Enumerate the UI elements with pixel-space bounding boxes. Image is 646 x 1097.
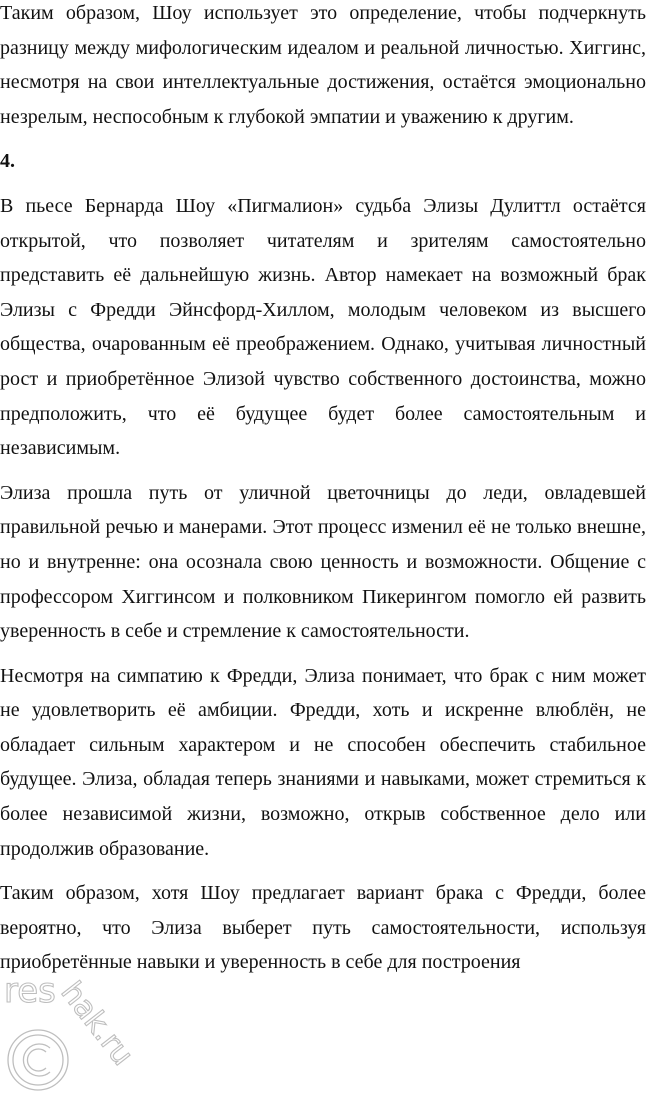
paragraph-intro: Таким образом, Шоу использует это определение, чтобы подчеркнуть разницу между мифологическим идеалом и реальной личностью. Хиггинс, несмотря на свои интеллектуальные достижения, остаётся эмоционально незрелым, неспособным к глубокой эмпатии и уважению к другим. — [0, 2, 646, 128]
paragraph-4: Таким образом, хотя Шоу предлагает вариант брака с Фредди, более вероятно, что Элиза выберет путь самостоятельности, используя приобретённые навыки и уверенность в себе для построения — [0, 882, 646, 974]
section-heading: 4. — [0, 150, 15, 173]
paragraph-3: Несмотря на симпатию к Фредди, Элиза понимает, что брак с ним может не удовлетворить её амбиции. Фредди, хоть и искренне влюблён, не обладает сильным характером и не способен обеспечить стабильное будущее. Элиза, обладая теперь знаниями и навыками, может стремиться к более независимой жизни, возможно, открыв собственное дело или продолжив образование. — [0, 664, 646, 860]
paragraph-1: В пьесе Бернарда Шоу «Пигмалион» судьба Элизы Дулиттл остаётся открытой, что позволяет читателям и зрителям самостоятельно представить её дальнейшую жизнь. Автор намекает на возможный брак Элизы с Фредди Эйнсфорд-Хиллом, молодым человеком из высшего общества, очарованным её преображением. Однако, учитывая личностный рост и приобретённое Элизой чувство собственного достоинства, можно предположить, что её будущее будет более самостоятельным и независимым. — [0, 194, 646, 460]
svg-text:hak.ru: hak.ru — [53, 975, 141, 1073]
paragraph-2: Элиза прошла путь от уличной цветочницы до леди, овладевшей правильной речью и манерами. Этот процесс изменил её не только внешне, но и внутренне: она осознала свою ценность и возможности. Общение с профессором Хиггинсом и полковником Пикерингом помогло ей развить уверенность в себе и стремление к самостоятельности. — [0, 481, 646, 643]
svg-text:res: res — [4, 971, 56, 1011]
